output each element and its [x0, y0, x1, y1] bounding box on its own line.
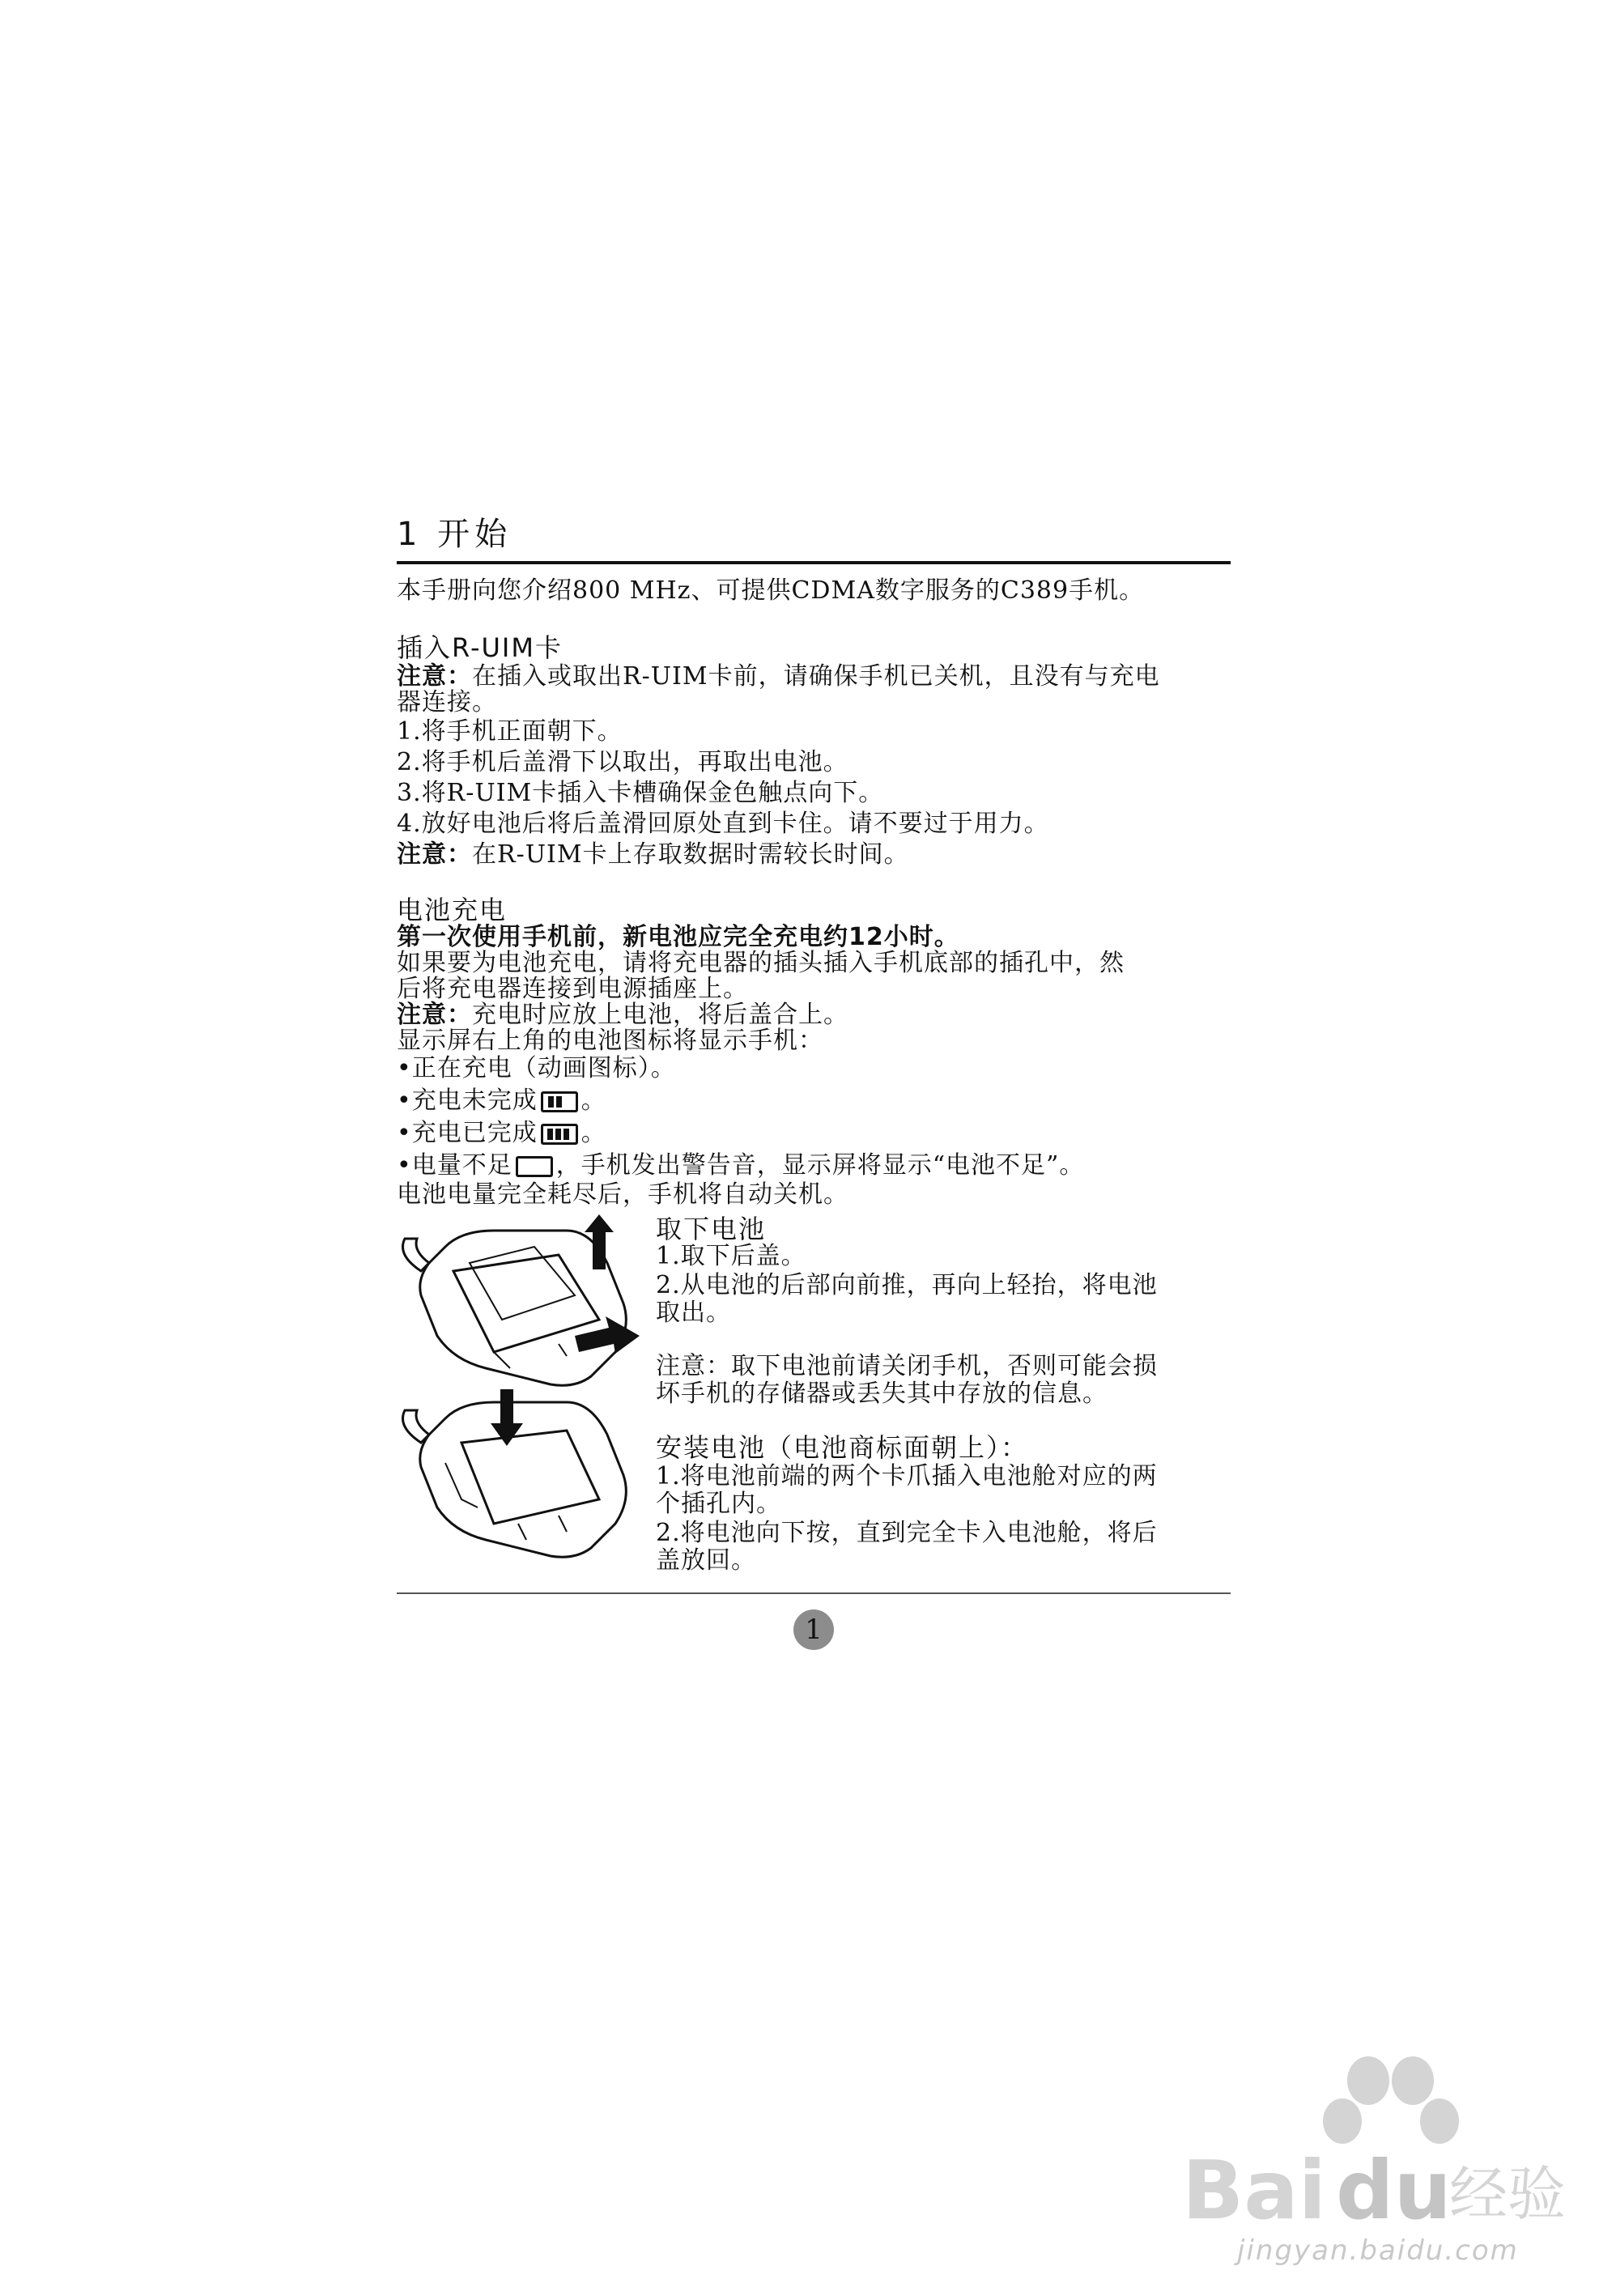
install-step-1b: 个插孔内。: [656, 1490, 781, 1518]
install-battery-illustration: [397, 1386, 640, 1560]
footer-divider: [397, 1592, 1231, 1594]
charging-heading: 电池充电: [397, 895, 508, 925]
bullet-low-text: •电量不足: [397, 1151, 512, 1180]
remove-note-b: 坏手机的存储器或丢失其中存放的信息。: [656, 1380, 1108, 1408]
bullet-complete-suffix: 。: [580, 1119, 606, 1147]
install-step-2a: 2.将电池向下按，直到完全卡入电池舱，将后: [656, 1519, 1158, 1547]
install-step-2b: 盖放回。: [656, 1546, 756, 1575]
page-number: 1: [793, 1609, 834, 1650]
battery-full-icon: [541, 1124, 578, 1145]
charging-para-1: 如果要为电池充电，请将充电器的插头插入手机底部的插孔中，然: [397, 949, 1125, 977]
intro-text: 本手册向您介绍800 MHz、可提供CDMA数字服务的C389手机。: [397, 576, 1145, 605]
bullet-incomplete-text: •充电未完成: [397, 1086, 538, 1115]
svg-text:Bai: Bai: [1182, 2143, 1326, 2234]
charging-note-label: 注意：: [397, 1001, 472, 1029]
uim-step-1: 1.将手机正面朝下。: [397, 717, 623, 746]
uim-note1-cont: 器连接。: [397, 688, 497, 716]
uim-note2: [397, 840, 909, 870]
uim-note1-label: 注意：: [397, 662, 472, 691]
bullet-charging: •正在充电（动画图标）。: [397, 1054, 676, 1082]
svg-text:du: du: [1336, 2143, 1452, 2234]
watermark-url: jingyan.baidu.com: [1237, 2234, 1519, 2267]
install-heading: 安装电池（电池商标面朝上）：: [656, 1432, 1029, 1463]
remove-step-2b: 取出。: [656, 1299, 731, 1327]
charging-final-line: 电池电量完全耗尽后，手机将自动关机。: [397, 1180, 848, 1209]
remove-battery-illustration: [397, 1214, 640, 1392]
charging-note: [397, 1001, 848, 1030]
remove-step-2a: 2.从电池的后部向前推，再向上轻抬，将电池: [656, 1271, 1158, 1299]
battery-partial-icon: [541, 1091, 578, 1112]
remove-note-a: 注意：取下电池前请关闭手机，否则可能会损: [656, 1352, 1158, 1380]
remove-step-1: 1.取下后盖。: [656, 1242, 806, 1270]
uim-step-3: 3.将R-UIM卡插入卡槽确保金色触点向下。: [397, 779, 884, 807]
uim-note1-text: 在插入或取出R-UIM卡前，请确保手机已关机，且没有与充电: [472, 662, 1160, 691]
baidu-watermark-logo: [1166, 2048, 1571, 2234]
bullet-incomplete-suffix: 。: [580, 1086, 606, 1115]
charging-para-2: 后将充电器连接到电源插座上。: [397, 975, 748, 1003]
uim-note1: [397, 662, 1160, 691]
charging-note-text: 充电时应放上电池，将后盖合上。: [472, 1001, 848, 1029]
battery-empty-icon: [516, 1156, 553, 1177]
bullet-complete-text: •充电已完成: [397, 1119, 538, 1147]
remove-heading: 取下电池: [656, 1214, 767, 1244]
bullet-low-suffix: ，手机发出警告音，显示屏将显示“电池不足”。: [555, 1151, 1085, 1180]
bullet-low: [397, 1151, 1084, 1180]
charging-bold-line: 第一次使用手机前，新电池应完全充电约12小时。: [397, 923, 959, 951]
charging-display-line: 显示屏右上角的电池图标将显示手机：: [397, 1027, 823, 1055]
bullet-incomplete: [397, 1086, 606, 1116]
uim-heading: 插入R-UIM卡: [397, 632, 563, 663]
uim-step-2: 2.将手机后盖滑下以取出，再取出电池。: [397, 748, 848, 776]
bullet-complete: [397, 1119, 606, 1148]
title-divider: [397, 561, 1231, 564]
uim-note2-text: 在R-UIM卡上存取数据时需较长时间。: [472, 840, 909, 869]
uim-note2-label: 注意：: [397, 840, 472, 869]
page-title: 1 开始: [397, 516, 512, 553]
install-step-1a: 1.将电池前端的两个卡爪插入电池舱对应的两: [656, 1462, 1158, 1490]
svg-text:经验: 经验: [1449, 2160, 1567, 2228]
uim-step-4: 4.放好电池后将后盖滑回原处直到卡住。请不要过于用力。: [397, 810, 1049, 838]
